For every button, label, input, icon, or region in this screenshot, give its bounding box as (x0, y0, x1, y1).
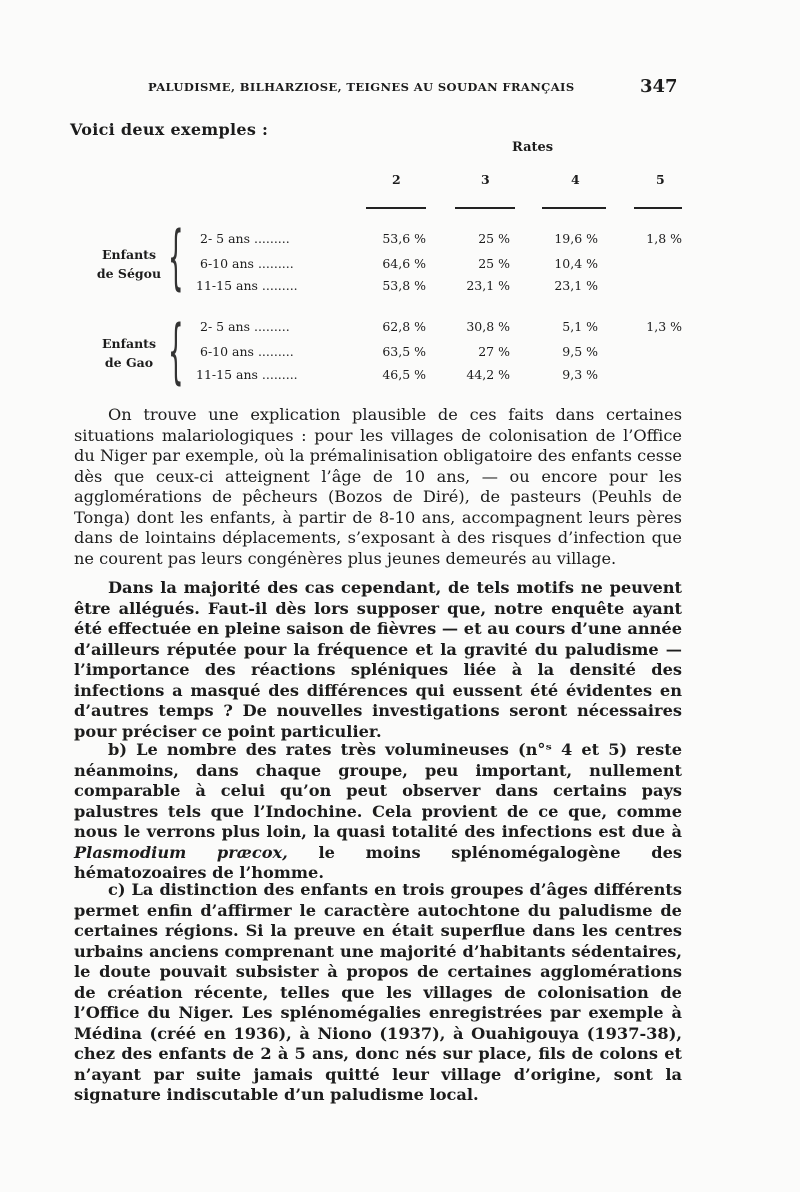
column-rule (366, 207, 426, 209)
paragraph-text: c) La distinction des enfants en trois groupes d’âges différents permet enfin d’affirmer le caractère autochtone du paludisme de certaines régions. Si la preuve en était superflue dans les centres urbains anciens comprenant une majorité d’habitants sédentaires, le doute pouvait subsister à propos de certaines agglomérations de création récente, telles que les villages de colonisation de l’Office du Niger. Les splénomégalies enregistrées par exemple à Médina (créé en 1936), à Niono (1937), à Ouahigouya (1937-38), chez des enfants de 2 à 5 ans, donc nés sur place, fils de colons et n’ayant par suite jamais quitté leur village d’origine, sont la signature indiscutable d’un paludisme local. (74, 880, 682, 1104)
brace-icon: { (168, 216, 184, 298)
value-cell: 53,8 % (382, 278, 426, 293)
value-cell: 44,2 % (466, 367, 510, 382)
intro-line: Voici deux exemples : (70, 120, 269, 139)
age-cell: 11-15 ans ......... (196, 367, 298, 382)
column-header-3: 3 (481, 172, 490, 187)
age-cell: 6-10 ans ......... (200, 344, 294, 359)
value-cell: 30,8 % (466, 319, 510, 334)
age-cell: 6-10 ans ......... (200, 256, 294, 271)
value-cell: 5,1 % (562, 319, 598, 334)
value-cell: 64,6 % (382, 256, 426, 271)
value-cell: 53,6 % (382, 231, 426, 246)
paragraph-4 (74, 880, 682, 1106)
value-cell: 23,1 % (466, 278, 510, 293)
value-cell: 1,3 % (646, 319, 682, 334)
brace-icon: { (168, 310, 184, 392)
value-cell: 27 % (478, 344, 510, 359)
value-cell: 10,4 % (554, 256, 598, 271)
column-rule (542, 207, 606, 209)
value-cell: 63,5 % (382, 344, 426, 359)
column-rule (455, 207, 515, 209)
age-cell: 11-15 ans ......... (196, 278, 298, 293)
value-cell: 25 % (478, 231, 510, 246)
paragraph-text: On trouve une explication plausible de ces faits dans certaines situations malariologiques : pour les villages de colonisation de l’Office du Niger par exemple, où la prémalinisation obligatoire des enfants cesse dès que ceux-ci atteignent l’âge de 10 ans, — ou encore pour les agglomérations de pêcheurs (Bozos de Diré), de pasteurs (Peuhls de Tonga) dont les enfants, à partir de 8-10 ans, accompagnent leurs pères dans de lointains déplacements, s’exposant à des risques d’infection que ne courent pas leurs congénères plus jeunes demeurés au village. (74, 405, 682, 568)
value-cell: 23,1 % (554, 278, 598, 293)
value-cell: 9,3 % (562, 367, 598, 382)
age-cell: 2- 5 ans ......... (200, 231, 290, 246)
value-cell: 1,8 % (646, 231, 682, 246)
table-title: Rates (512, 140, 554, 155)
column-header-4: 4 (571, 172, 580, 187)
paragraph-text-part: b) Le nombre des rates très volumineuses (n°ˢ 4 et 5) reste néanmoins, dans chaque groupe, peu important, nullement comparable à celui qu’on peut observer dans certains pays palustres tels que l’Indochine. Cela provient de ce que, comme nous le verrons plus loin, la quasi totalité des infections est due à (74, 740, 682, 841)
value-cell: 46,5 % (382, 367, 426, 382)
group-label-line1: Enfants (102, 336, 156, 351)
paragraph-3 (74, 740, 682, 884)
paragraph-1 (74, 405, 682, 569)
species-name: Plasmodium præcox, (74, 842, 288, 862)
group-label-line2: de Ségou (96, 266, 162, 281)
page-number: 347 (640, 76, 678, 97)
paragraph-text (74, 740, 682, 884)
paragraph-text: Dans la majorité des cas cependant, de tels motifs ne peuvent être allégués. Faut-il dès lors supposer que, notre enquête ayant été effectuée en pleine saison de fièvres — et au cours d’une année d’ailleurs réputée pour la fréquence et la gravité du paludisme — l’importance des réactions spléniques liée à la densité des infections a masqué des différences qui eussent été évidentes en d’autres temps ? De nouvelles investigations seront nécessaires pour préciser ce point particulier. (74, 578, 682, 741)
paragraph-text-part: le moins splénomégalogène des hématozoaires de l’homme. (74, 842, 682, 882)
group-label-line1: Enfants (102, 247, 156, 262)
column-rule (634, 207, 682, 209)
group-label-line2: de Gao (104, 355, 154, 370)
age-cell: 2- 5 ans ......... (200, 319, 290, 334)
value-cell: 9,5 % (562, 344, 598, 359)
value-cell: 62,8 % (382, 319, 426, 334)
paragraph-2 (74, 578, 682, 742)
value-cell: 19,6 % (554, 231, 598, 246)
value-cell: 25 % (478, 256, 510, 271)
column-header-5: 5 (656, 172, 665, 187)
column-header-2: 2 (392, 172, 401, 187)
running-title: PALUDISME, BILHARZIOSE, TEIGNES AU SOUDAN FRANÇAIS (148, 80, 575, 94)
